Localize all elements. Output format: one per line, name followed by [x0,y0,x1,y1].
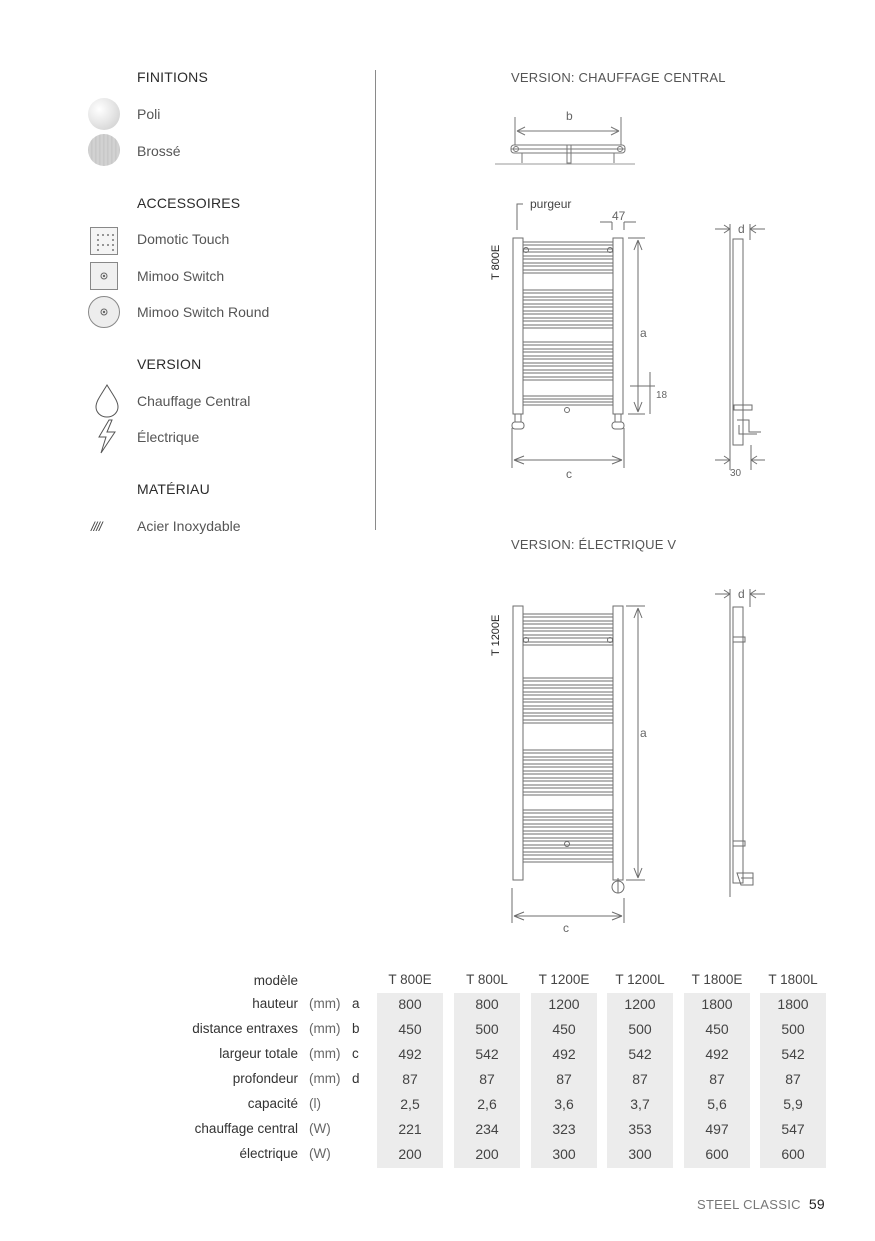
table-cell: 87 [709,1071,725,1087]
front-view-electric-drawing [500,598,670,938]
radiator-rail [523,249,613,252]
table-cell: 450 [552,1021,576,1037]
water-drop-icon [94,383,120,417]
radiator-rail [523,349,613,352]
stainless-hatch-icon: //// [91,519,102,534]
table-row-key: d [352,1071,360,1086]
radiator-rail [523,771,613,774]
table-row-unit: (l) [309,1096,321,1111]
finish-label-brosse: Brossé [137,143,181,159]
column-divider [375,70,376,530]
table-row-unit: (mm) [309,1021,341,1036]
dim-b-label: b [566,109,573,123]
radiator-rail [523,325,613,328]
table-row-unit: (mm) [309,996,341,1011]
table-cell: 87 [479,1071,495,1087]
radiator-rail [523,304,613,307]
table-row-key: b [352,1021,360,1036]
radiator-rail [523,628,613,631]
materiau-heading: MATÉRIAU [137,481,210,497]
dim-30-label: 30 [730,468,742,479]
radiator-rail [523,402,613,405]
table-cell: 200 [398,1146,422,1162]
table-cell: 450 [705,1021,729,1037]
table-row-label: chauffage central [194,1121,298,1136]
table-cell: 1200 [548,996,580,1012]
table-cell: 500 [781,1021,805,1037]
accessory-label-mimoo-switch: Mimoo Switch [137,268,225,284]
table-cell: 800 [475,996,499,1012]
radiator-rail [523,831,613,834]
table-cell: 5,6 [707,1096,727,1112]
top-view-drawing [505,105,645,175]
table-cell: 450 [398,1021,422,1037]
dim-18-label: 18 [656,390,668,401]
version-label-electrique: Électrique [137,429,200,445]
table-cell: 87 [632,1071,648,1087]
domotic-touch-icon [90,227,118,255]
table-cell: 300 [628,1146,652,1162]
table-cell: 492 [398,1046,422,1062]
mimoo-switch-icon [90,262,118,290]
dim-c-label-electric: c [563,921,569,935]
radiator-rail [523,824,613,827]
radiator-rail [523,363,613,366]
table-row-label: capacité [247,1096,298,1111]
central-version-title: VERSION: CHAUFFAGE CENTRAL [511,70,726,85]
radiator-rail [523,720,613,723]
table-column-header: T 800L [466,972,508,987]
table-cell: 3,7 [630,1096,650,1112]
table-column-header: T 1200L [615,972,665,987]
table-cell: 234 [475,1121,499,1137]
table-row-label: distance entraxes [192,1021,298,1036]
accessory-label-mimoo-switch-round: Mimoo Switch Round [137,304,270,320]
radiator-rail [523,621,613,624]
table-cell: 542 [475,1046,499,1062]
table-row-unit: (mm) [309,1071,341,1086]
table-cell: 492 [705,1046,729,1062]
radiator-rail [523,635,613,638]
accessory-label-domotic-touch: Domotic Touch [137,231,230,247]
table-column-header: T 800E [388,972,432,987]
table-cell: 353 [628,1121,652,1137]
table-cell: 1800 [701,996,733,1012]
table-row-unit: (W) [309,1121,331,1136]
table-cell: 600 [781,1146,805,1162]
table-cell: 492 [552,1046,576,1062]
table-row-key: a [352,996,360,1011]
table-cell: 87 [402,1071,418,1087]
dim-d-label-electric: d [738,587,745,601]
table-column-header: T 1800L [768,972,818,987]
radiator-rail [523,764,613,767]
dim-c-label-central: c [566,467,572,481]
table-cell: 200 [475,1146,499,1162]
radiator-rail [523,817,613,820]
radiator-rail [523,750,613,753]
table-row-unit: (mm) [309,1046,341,1061]
table-cell: 1200 [624,996,656,1012]
radiator-rail [523,810,613,813]
polished-swatch-icon [88,98,120,130]
radiator-rail [523,256,613,259]
table-cell: 800 [398,996,422,1012]
radiator-rail [523,270,613,273]
table-row-label: hauteur [252,996,298,1011]
version-label-central: Chauffage Central [137,393,251,409]
table-cell: 542 [781,1046,805,1062]
radiator-rail [523,685,613,688]
lightning-icon [94,419,120,455]
table-cell: 500 [628,1021,652,1037]
table-cell: 500 [475,1021,499,1037]
table-cell: 1800 [777,996,809,1012]
version-heading: VERSION [137,356,202,372]
table-cell: 542 [628,1046,652,1062]
dim-a-label-electric: a [640,726,647,740]
footer-title: STEEL CLASSIC [696,1197,801,1212]
table-cell: 323 [552,1121,576,1137]
radiator-rail [523,792,613,795]
radiator-rail [523,377,613,380]
radiator-rail [523,242,613,245]
table-row-label: profondeur [232,1071,298,1086]
radiator-rail [523,263,613,266]
side-view-central-drawing [715,220,775,470]
mimoo-switch-round-icon [88,296,120,328]
dim-d-label-central: d [738,222,745,236]
radiator-rail [523,370,613,373]
table-cell: 600 [705,1146,729,1162]
table-header-label: modèle [253,973,298,988]
radiator-rail [523,757,613,760]
table-cell: 497 [705,1121,729,1137]
radiator-rail [523,614,613,617]
accessoires-heading: ACCESSOIRES [137,195,241,211]
radiator-rail [523,318,613,321]
side-view-electric-drawing [715,585,775,905]
radiator-rail [523,859,613,862]
page-number: 59 [808,1196,825,1212]
electric-version-title: VERSION: ÉLECTRIQUE V [511,537,677,552]
radiator-rail [523,852,613,855]
table-column-header: T 1200E [538,972,590,987]
radiator-rail [523,678,613,681]
model-tag-electric: T 1200E [490,614,502,656]
purgeur-label: purgeur [530,197,572,211]
radiator-rail [523,356,613,359]
brushed-swatch-icon [88,134,120,166]
dim-47-label: 47 [612,209,626,223]
finitions-heading: FINITIONS [137,69,209,85]
material-label: Acier Inoxydable [137,518,241,534]
table-cell: 3,6 [554,1096,574,1112]
radiator-rail [523,785,613,788]
table-cell: 547 [781,1121,805,1137]
radiator-rail [523,713,613,716]
table-cell: 2,6 [477,1096,497,1112]
radiator-rail [523,342,613,345]
table-row-key: c [352,1046,359,1061]
radiator-rail [523,642,613,645]
table-row-unit: (W) [309,1146,331,1161]
front-view-central-drawing [500,200,670,480]
page-footer [697,1196,825,1212]
table-cell: 87 [785,1071,801,1087]
table-column-header: T 1800E [691,972,743,987]
radiator-rail [523,297,613,300]
table-cell: 300 [552,1146,576,1162]
table-row-label: largeur totale [219,1046,298,1061]
radiator-rail [523,692,613,695]
model-tag-central: T 800E [490,244,502,280]
table-cell: 5,9 [783,1096,803,1112]
dim-a-label-central: a [640,326,647,340]
radiator-rail [523,311,613,314]
radiator-rail [523,706,613,709]
table-cell: 2,5 [400,1096,420,1112]
radiator-rail [523,778,613,781]
radiator-rail [523,290,613,293]
radiator-rail [523,838,613,841]
finish-label-poli: Poli [137,106,161,122]
radiator-rail [523,396,613,399]
table-cell: 87 [556,1071,572,1087]
table-cell: 221 [398,1121,422,1137]
radiator-rail [523,699,613,702]
table-row-label: électrique [239,1146,298,1161]
